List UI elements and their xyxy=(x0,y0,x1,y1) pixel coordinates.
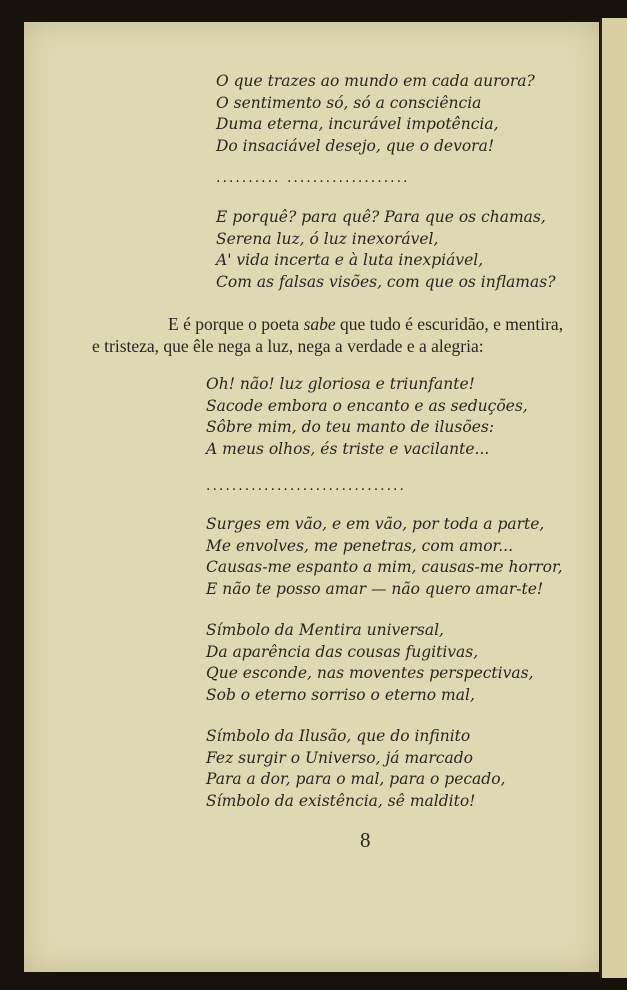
stanza-4 xyxy=(206,514,563,600)
verse-line: E porquê? para quê? Para que os chamas, xyxy=(216,208,546,226)
verse-line: O que trazes ao mundo em cada aurora? xyxy=(216,72,535,90)
verse-line: Sôbre mim, do teu manto de ilusões: xyxy=(206,418,495,436)
verse-line: Da aparência das cousas fugitivas, xyxy=(206,642,479,661)
ellipsis-separator: .......... ................... xyxy=(216,170,410,186)
book-page xyxy=(24,22,599,972)
verse-line: Sacode embora o encanto e as seduções, xyxy=(206,396,528,415)
verse-line: A' vida incerta e à luta inexpiável, xyxy=(216,251,484,269)
verse-line: E não te posso amar — não quero amar-te! xyxy=(206,579,544,598)
prose-text: E é porque o poeta xyxy=(168,314,304,334)
stanza-6 xyxy=(206,726,505,812)
stanza-5 xyxy=(206,620,534,706)
verse-line: Do insaciável desejo, que o devora! xyxy=(216,136,495,155)
prose-paragraph xyxy=(92,313,596,357)
verse-line: Duma eterna, incurável impotência, xyxy=(216,115,499,133)
verse-line: Me envolves, me penetras, com amor... xyxy=(206,536,514,555)
verse-line: Que esconde, nas moventes perspectivas, xyxy=(206,664,534,682)
ellipsis-separator: ............................... xyxy=(206,478,406,494)
verse-line: Para a dor, para o mal, para o pecado, xyxy=(206,770,506,788)
verse-line: Sob o eterno sorriso o eterno mal, xyxy=(206,685,475,704)
verse-line: O sentimento só, só a consciência xyxy=(216,93,482,112)
page-number: 8 xyxy=(360,828,371,852)
verse-line: Fez surgir o Universo, já marcado xyxy=(206,748,473,767)
verse-line: Símbolo da Mentira universal, xyxy=(206,621,444,639)
verse-line: Oh! não! luz gloriosa e triunfante! xyxy=(206,375,475,393)
adjacent-page-edge xyxy=(600,18,627,978)
verse-line: Causas-me espanto a mim, causas-me horror, xyxy=(206,558,563,576)
prose-text: que tudo é escuridão, e mentira, xyxy=(335,314,564,334)
verse-line: Com as falsas visões, com que os inflamas? xyxy=(216,272,556,291)
stanza-3 xyxy=(206,374,528,460)
emphasis-word: sabe xyxy=(303,314,336,334)
verse-line: Surges em vão, e em vão, por toda a parte, xyxy=(206,515,545,533)
prose-line xyxy=(118,313,596,335)
prose-line: e tristeza, que êle nega a luz, nega a verdade e a alegria: xyxy=(92,336,484,356)
verse-line: Serena luz, ó luz inexorável, xyxy=(216,229,439,248)
stanza-2 xyxy=(216,207,556,293)
verse-line: Símbolo da Ilusão, que do infinito xyxy=(206,727,471,745)
verse-line: Símbolo da existência, sê maldito! xyxy=(206,791,476,810)
stanza-1 xyxy=(216,71,535,157)
verse-line: A meus olhos, és triste e vacilante... xyxy=(206,439,490,458)
